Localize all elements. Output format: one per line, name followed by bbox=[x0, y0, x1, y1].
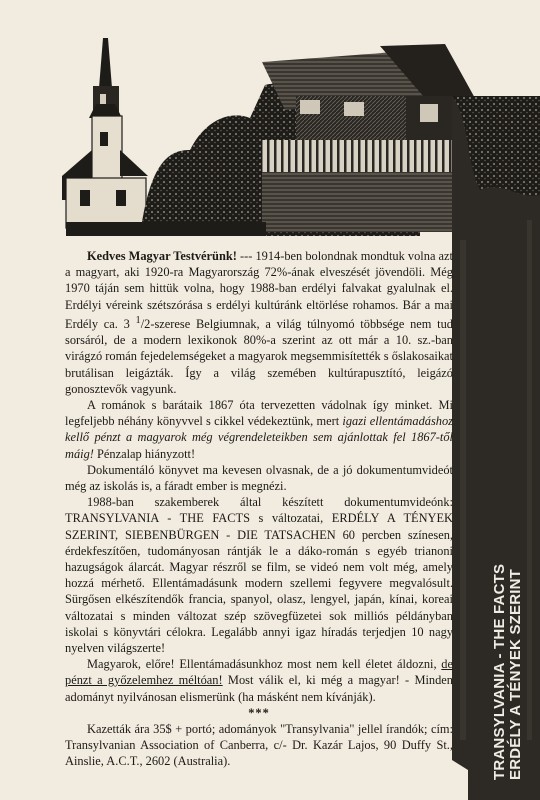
salutation: Kedves Magyar Testvérünk! bbox=[87, 249, 237, 263]
emphasis-underlined: de pénzt a győzelemhez méltóan! bbox=[65, 657, 453, 688]
section-divider: *** bbox=[248, 705, 270, 720]
contact-paragraph: Kazetták ára 35$ + portó; adományok "Transylvania" jellel írandók; cím: Transylvanian Association of Canberra, c/- Dr. Kazár Lajos, 90 Duffy St., Ainslie, A.C.T., 2602 (Australia). bbox=[65, 722, 453, 769]
wooden-fence bbox=[262, 172, 452, 232]
paragraph-4: 1988-ban szakemberek által készített dokumentumvideónk: TRANSYLVANIA - THE FACTS s változatai, ERDÉLY A TÉNYEK SZERINT, SIEBENBÜRGEN - DIE TATSACHEN 60 percben színesen, érdekfeszítően, tudományosan rántják le a dáko-román s egyéb trianoni hazugságok álarcát. Magyar részről se film, se videó nem volt még, amely hozzá mérhető. Ellentámadásunk modern szellemi fegyvere megvalósult. Sürgősen elkészítendők francia, spanyol, olasz, lengyel, japán, kínai, koreai változatai s minden változat szép szövegfüzetei sok milliós példányban iskolai s könyvtári célokra. Legalább annyi igaz híradás terjedjen 10 nagy nyelven világszerte! bbox=[65, 495, 453, 655]
picket-fence bbox=[262, 140, 452, 172]
paragraph-5: Magyarok, előre! Ellentámadásunkhoz most nem kell életet áldozni, de pénzt a győzelemhez méltóan! Most válik el, ki még a magyar! - Minden adományt nyilvánosan elismerünk (ha másként nem kívánják). bbox=[65, 657, 453, 704]
paragraph-2: A románok s barátaik 1867 óta tervezetten vádolnak így minket. Mi legfeljebb néhány könyvvel s cikkel védekeztünk, mert igazi ellentámadáshoz kellő pénzt a magyarok még végrendeleteikben sem ajánlottak fel 1867-től máig! Pénzalap hiányzott! bbox=[65, 397, 453, 461]
cover-title-line-1: TRANSYLVANIA - THE FACTS bbox=[491, 563, 508, 780]
cover-title-vertical bbox=[492, 564, 524, 780]
paragraph-3: Dokumentáló könyvet ma kevesen olvasnak, de a jó dokumentumvideót még az iskolás is, a fáradt ember is megnézi. bbox=[65, 462, 453, 493]
paragraph-1: Kedves Magyar Testvérünk! --- 1914-ben bolondnak mondtuk volna azt a magyart, aki 1920-ra Magyarország 72%-ának elveszését jövendöli. Még 1970 táján sem hittük volna, hogy 1988-ban erdélyi falvakat gyalulnak el. Erdélyi véreink szétszórása s erdélyi kultúránk eltörlése rohamos. Bár a mai Erdély ca. 3 $^1$/2-szerese Belgiumnak, a világ túlnyomó többsége nem tud sorsáról, de a modern lexikonok 80%-a szerint az ott már a 10. sz.-ban virágzó román fejedelemségeket a magyarok megsemmisítették s őslakosaikat brutálisan leigázták. Így a világ szemében kultúrapusztító, leigázó gonosztevők vagyunk. bbox=[65, 249, 453, 396]
article-body bbox=[65, 248, 453, 770]
church bbox=[62, 38, 148, 228]
cover-title-line-2: ERDÉLY A TÉNYEK SZERINT bbox=[507, 568, 524, 780]
ground bbox=[66, 222, 266, 236]
